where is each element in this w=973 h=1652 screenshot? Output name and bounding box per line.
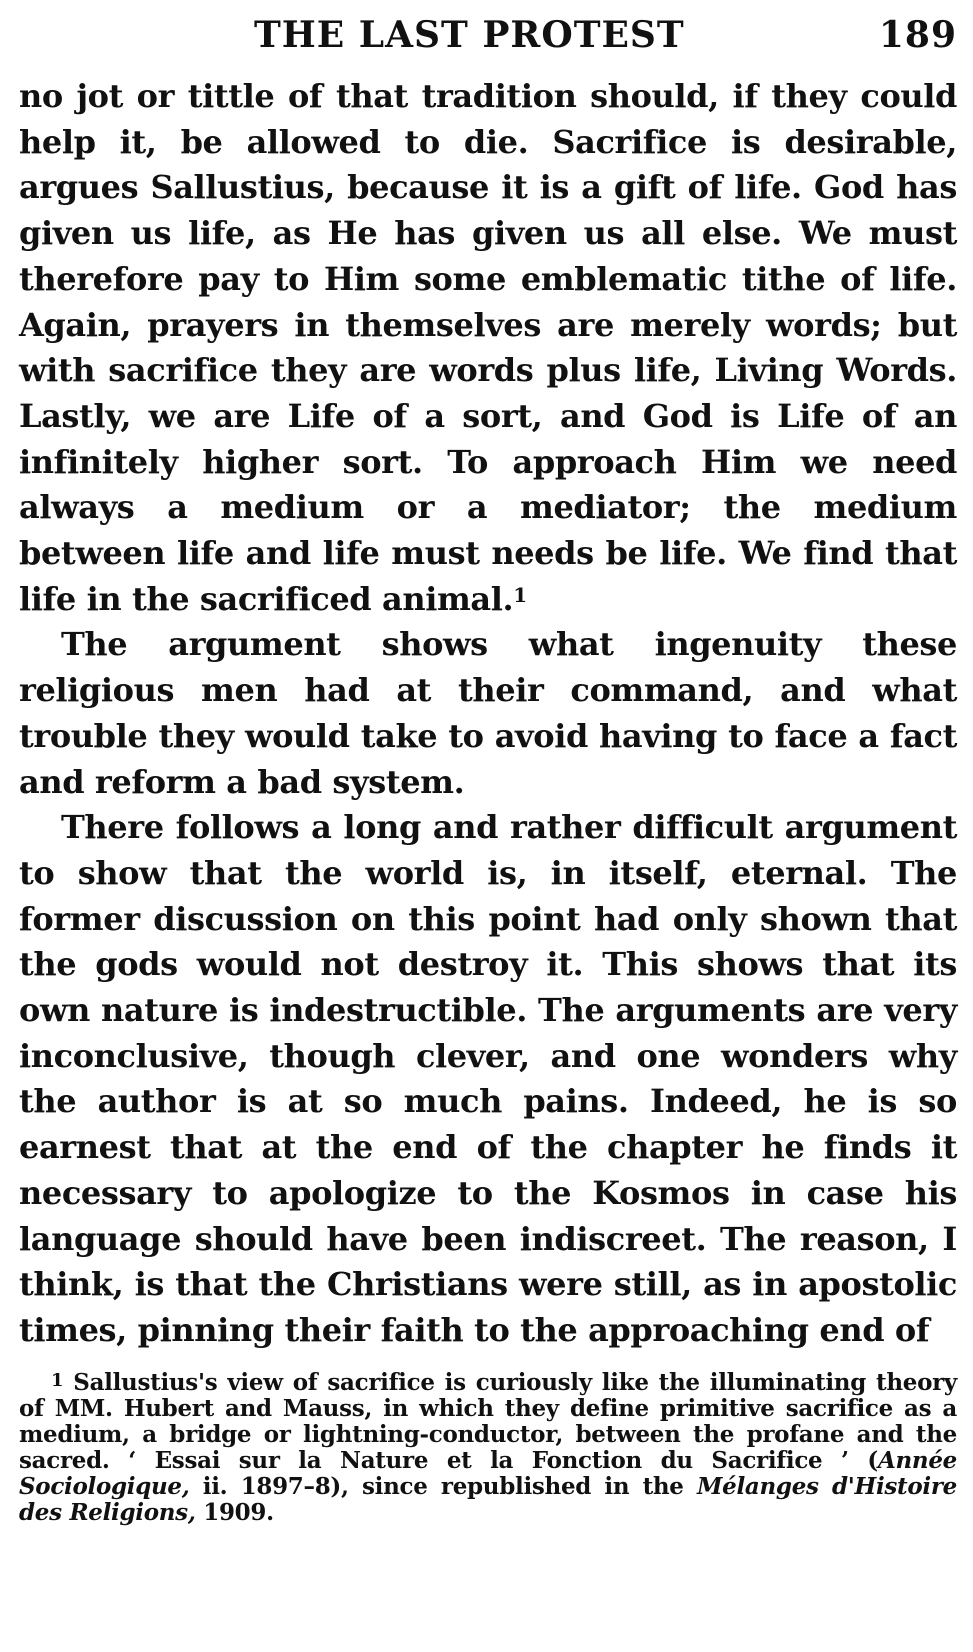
- footnote: [19, 1370, 957, 1526]
- page-number: 189: [878, 14, 957, 56]
- running-head: [19, 6, 957, 74]
- footnote-text-1: Sallustius's view of sacrifice is curiously like the illuminating theory of MM. Hubert and Mauss, in which they define primitive sacrifice as a medium, a bridge or lightning-conductor, between the profane and the sacred. ‘ Essai sur la Nature et la Fonction du Sacrifice ’ (: [19, 1368, 957, 1474]
- footnote-journal-title: Année Sociologique,: [19, 1446, 957, 1500]
- footnote-book-title: Mélanges d'Histoire des Religions,: [19, 1472, 957, 1526]
- paragraph-1: [19, 74, 957, 622]
- footnote-marker: 1: [51, 1369, 64, 1391]
- footnote-text-3: 1909.: [195, 1498, 274, 1526]
- body-text: [19, 74, 957, 1354]
- footnote-text-2: ii. 1897–8), since republished in the: [189, 1472, 697, 1500]
- paragraph-3: There follows a long and rather difficult argument to show that the world is, in itself, eternal. The former discussion on this point had only shown that the gods would not destroy it. This shows that its own nature is indestructible. The arguments are very inconclusive, though clever, and one wonders why the author is at so much pains. Indeed, he is so earnest that at the end of the chapter he finds it necessary to apologize to the Kosmos in case his language should have been indiscreet. The reason, I think, is that the Christians were still, as in apostolic times, pinning their faith to the approaching end of: [19, 808, 957, 1349]
- paragraph-2: The argument shows what ingenuity these religious men had at their command, and what trouble they would take to avoid having to face a fact and reform a bad system.: [19, 625, 957, 801]
- paragraph-1-text: no jot or tittle of that tradition should, if they could help it, be allowed to die. Sacrifice is desirable, argues Sallustius, because it is a gift of life. God has given us life, as He has given us all else. We must therefore pay to Him some emblematic tithe of life. Again, prayers in themselves are merely words; but with sacrifice they are words plus life, Living Words. Lastly, we are Life of a sort, and God is Life of an infinitely higher sort. To approach Him we need always a medium or a mediator; the medium between life and life must needs be life. We find that life in the sacrificed animal.: [19, 77, 957, 618]
- footnote-reference: 1: [513, 582, 527, 607]
- running-title: THE LAST PROTEST: [254, 14, 685, 56]
